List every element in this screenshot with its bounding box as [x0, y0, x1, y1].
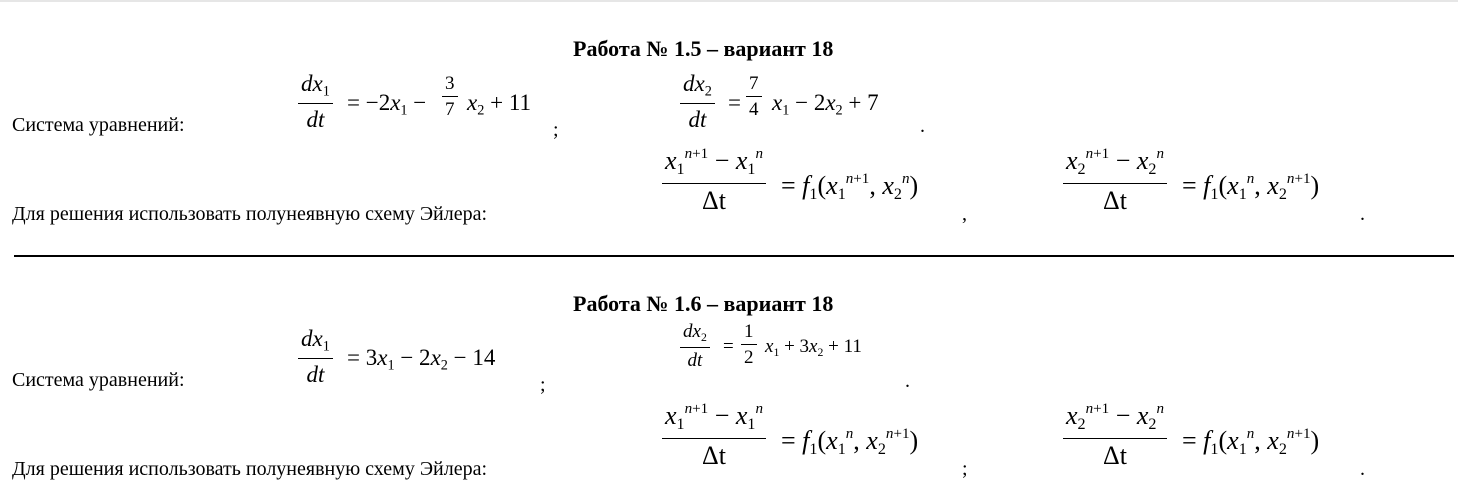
euler2-rhs: = $f_1(x_1^n$, $x_2^{n+1}$): [1182, 170, 1320, 203]
eq1-lhs-num: $dx_1$: [301, 71, 330, 100]
fraction-bar: [442, 96, 458, 97]
eq2-rhs-b: $x_1 - 2x_2 + 7$: [772, 90, 879, 119]
eq1-lhs-fraction: [298, 72, 333, 131]
eq2-lhs-fraction: [680, 72, 715, 131]
separator: ;: [553, 119, 559, 141]
eq2-lhs-num: $dx_2$: [683, 321, 707, 344]
fraction-bar: [298, 358, 333, 359]
eq2-coef-den: 2: [744, 347, 754, 368]
euler2-den: Δt: [1103, 441, 1127, 471]
separator: ;: [962, 458, 968, 480]
eq1-lhs-den: dt: [306, 361, 325, 387]
eq2-rhs-b: $x_1 + 3x_2 + 11$: [765, 336, 862, 359]
eq1-rhs-b: $x_2 + 11$: [467, 90, 531, 119]
eq2-coef-num: 1: [744, 321, 754, 342]
scheme-label: Для решения использовать полунеявную схему Эйлера:: [12, 203, 488, 225]
euler1-den: Δt: [702, 186, 726, 216]
eq1-coef-num: 3: [445, 73, 455, 94]
eq2-lhs-fraction: [680, 322, 710, 370]
eq2-lhs-den: dt: [688, 106, 707, 132]
fraction-bar: [298, 103, 333, 104]
euler1-fraction: [662, 402, 766, 469]
fraction-bar: [662, 183, 766, 184]
fraction-bar: [680, 103, 715, 104]
system-label: Система уравнений:: [12, 369, 185, 391]
eq2-rhs-a: =: [728, 90, 741, 115]
euler2-num: $x_2^{n+1} - x_2^n$: [1066, 400, 1165, 433]
euler2-fraction: [1063, 402, 1167, 469]
work-title: Работа № 1.5 – вариант 18: [573, 36, 834, 61]
fraction-bar: [741, 344, 757, 345]
euler1-num: $x_1^{n+1} - x_1^n$: [665, 145, 764, 178]
eq2-coef-fraction: [746, 74, 762, 119]
fraction-bar: [746, 96, 762, 97]
euler1-fraction: [662, 147, 766, 214]
eq2-coef-fraction: [741, 322, 757, 367]
fraction-bar: [662, 438, 766, 439]
euler2-num: $x_2^{n+1} - x_2^n$: [1066, 145, 1165, 178]
eq1-rhs-a: = $-2x_1$ −: [347, 90, 427, 119]
eq2-lhs-den: dt: [687, 349, 703, 371]
eq1-lhs-den: dt: [306, 106, 325, 132]
eq2-rhs-a: =: [723, 336, 734, 357]
eq1-lhs-fraction: [298, 327, 333, 386]
separator: .: [905, 370, 910, 392]
separator: ,: [962, 203, 967, 225]
eq1-coef-den: 7: [445, 99, 455, 120]
eq1-lhs-num: $dx_1$: [301, 326, 330, 355]
eq2-coef-num: 7: [749, 73, 759, 94]
euler1-num: $x_1^{n+1} - x_1^n$: [665, 400, 764, 433]
euler1-rhs: = $f_1(x_1^n$, $x_2^{n+1}$): [781, 425, 919, 458]
top-border: [0, 0, 1458, 2]
system-label: Система уравнений:: [12, 114, 185, 136]
separator: .: [1360, 203, 1365, 225]
eq1-coef-fraction: [442, 74, 458, 119]
section-divider: [14, 255, 1454, 257]
eq1-rhs: = $3x_1 - 2x_2 - 14$: [347, 345, 496, 374]
euler2-den: Δt: [1103, 186, 1127, 216]
fraction-bar: [1063, 438, 1167, 439]
separator: .: [1360, 458, 1365, 480]
euler1-rhs: = $f_1(x_1^{n+1}$, $x_2^n$): [781, 170, 919, 203]
work-title: Работа № 1.6 – вариант 18: [573, 291, 834, 316]
scheme-label: Для решения использовать полунеявную схему Эйлера:: [12, 458, 488, 480]
fraction-bar: [1063, 183, 1167, 184]
euler1-den: Δt: [702, 441, 726, 471]
separator: .: [920, 115, 925, 137]
separator: ;: [540, 374, 546, 396]
eq2-lhs-num: $dx_2$: [683, 71, 712, 100]
euler2-fraction: [1063, 147, 1167, 214]
euler2-rhs: = $f_1(x_1^n$, $x_2^{n+1}$): [1182, 425, 1320, 458]
fraction-bar: [680, 347, 710, 348]
eq2-coef-den: 4: [749, 99, 759, 120]
